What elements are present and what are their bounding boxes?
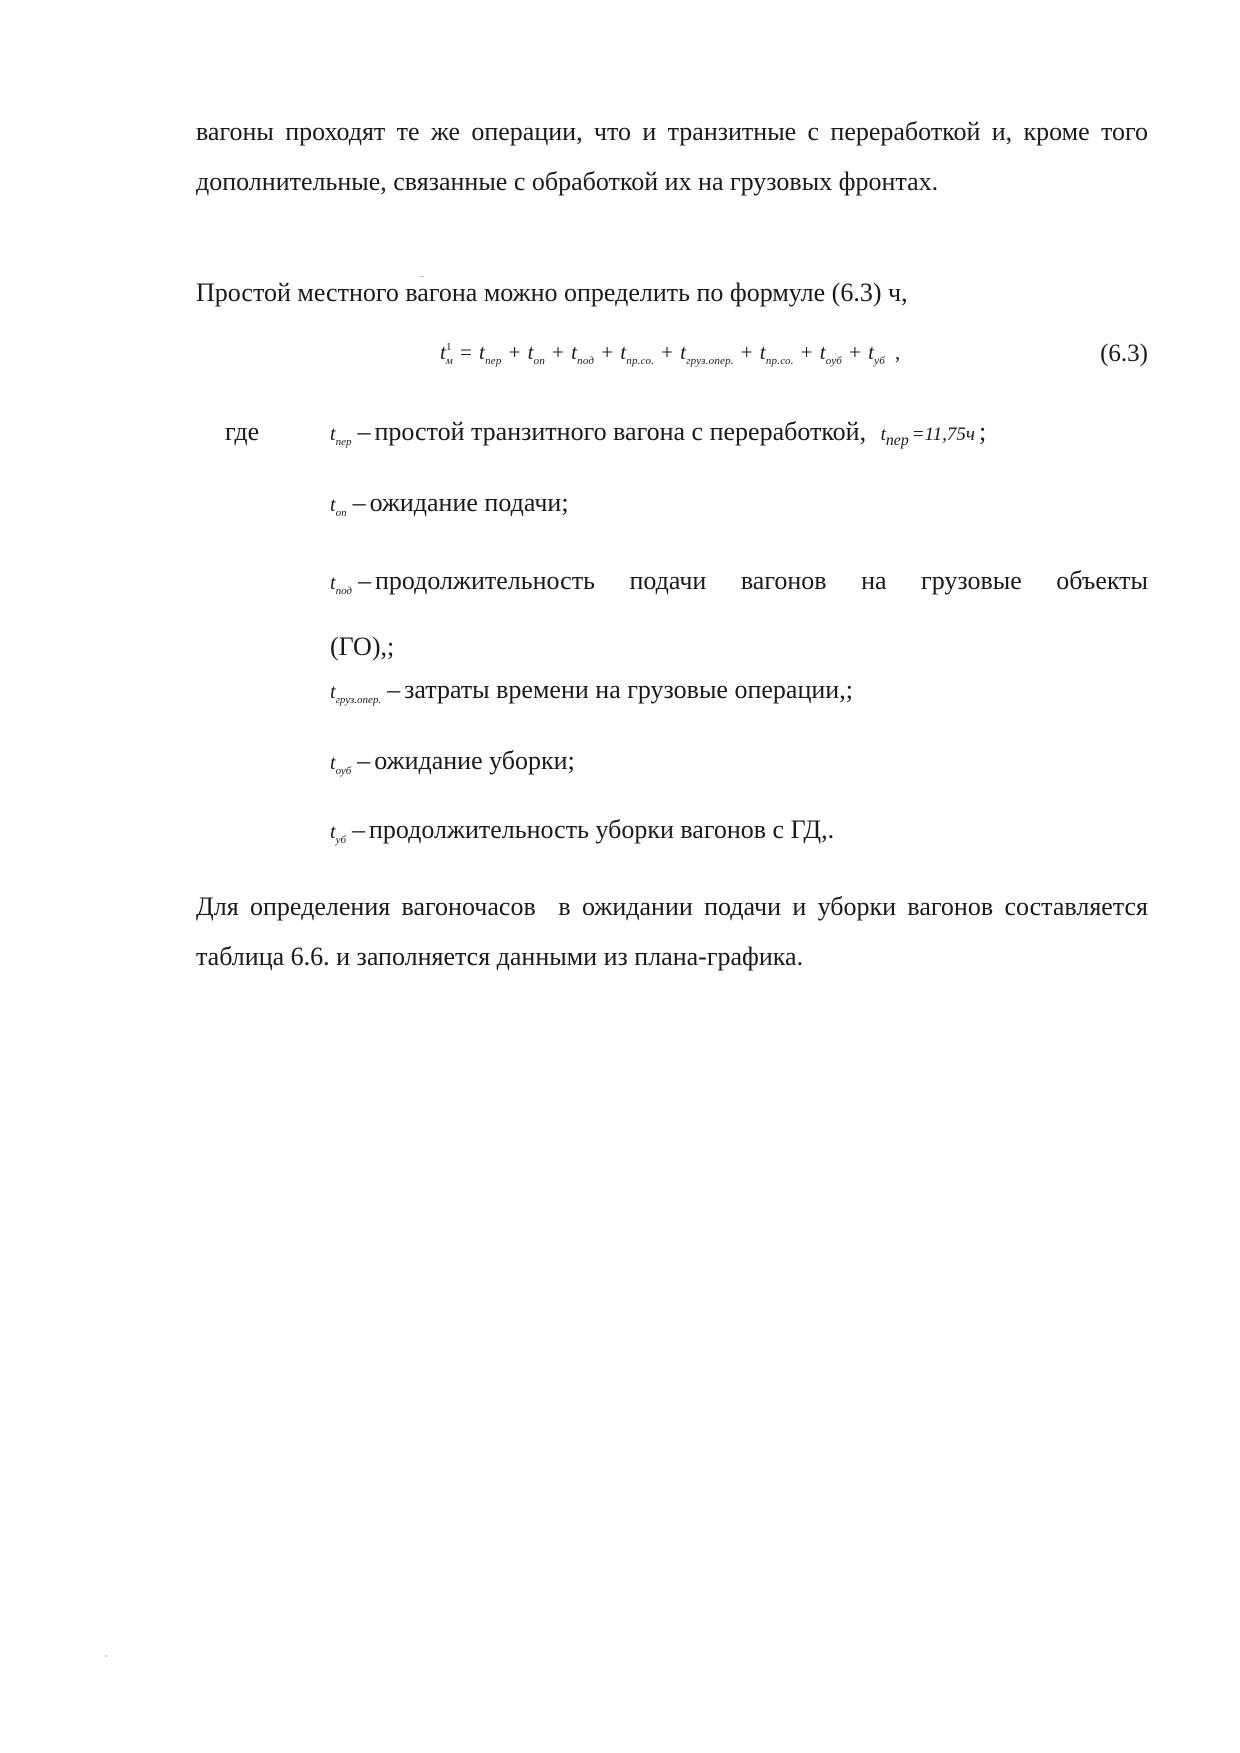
definition-variable: $t_{под}$	[330, 572, 352, 597]
formula-term: $t_{пр.со.}$	[759, 340, 794, 367]
equation-number: (6.3)	[1100, 340, 1148, 367]
formula-term: $t_{пр.со.}$	[620, 340, 655, 367]
definition-dash: –	[387, 675, 401, 704]
formula-term: $t_{оп}$	[527, 340, 546, 367]
definition-variable: $t_{оуб}$	[330, 752, 352, 777]
formula-term: $t_{уб}$	[868, 340, 885, 367]
closing-paragraph	[196, 882, 1155, 982]
formula-lhs: $t^1_м$	[440, 340, 453, 367]
definition-text: простой транзитного вагона с переработкой,	[374, 417, 867, 446]
definition-end: ;	[978, 417, 987, 446]
definition-text: затраты времени на грузовые операции,;	[404, 675, 853, 704]
formula-term: $t_{пер}$	[479, 340, 502, 367]
paragraph-text: Для определения вагоночасов в ожидании подачи и уборки вагонов составляется таблица 6.6. и заполняется данными из плана-графика.	[196, 892, 1155, 971]
formula-6-3	[440, 340, 900, 367]
definition-text: продолжительность уборки вагонов с ГД,.	[368, 815, 835, 844]
definition-dash: –	[357, 566, 371, 595]
formula-plus: +	[508, 340, 521, 364]
definition-dash: –	[352, 488, 366, 517]
definition-t-gruz-oper	[330, 675, 853, 706]
definition-text: ожидание уборки;	[374, 746, 575, 775]
definition-t-op	[330, 488, 569, 519]
formula-plus: +	[552, 340, 565, 364]
definition-value: $t_{пер} =11,75ч$	[880, 424, 975, 449]
formula-equals: =	[459, 340, 473, 364]
definition-text: продолжительность подачи вагонов на грузовые объекты	[374, 566, 1148, 595]
definition-dash: –	[357, 417, 371, 446]
definition-text: ожидание подачи;	[369, 488, 569, 517]
definition-dash: –	[351, 815, 365, 844]
formula-plus: +	[740, 340, 753, 364]
formula-plus: +	[849, 340, 862, 364]
where-label: где	[225, 417, 260, 446]
definition-dash: –	[357, 746, 371, 775]
definition-variable: $t_{оп}$	[330, 494, 347, 519]
definition-variable: $t_{пер}$	[330, 423, 352, 448]
definition-line-2: (ГО),;	[330, 632, 395, 661]
scan-speck	[105, 1655, 107, 1657]
formula-intro-text: Простой местного вагона можно определить по формуле (6.3) ч,	[196, 278, 908, 307]
formula-plus: +	[800, 340, 813, 364]
formula-term: $t_{груз.опер.}$	[680, 340, 734, 367]
definition-t-pod	[330, 556, 1148, 672]
definition-variable: $t_{уб}$	[330, 821, 346, 846]
definition-line-1	[330, 556, 1148, 616]
paragraph-text: вагоны проходят те же операции, что и транзитные с переработкой и, кроме того дополнительные, связанные с обработкой их на грузовых фронтах.	[196, 117, 1148, 196]
formula-comma: ,	[894, 340, 901, 364]
definition-t-ub	[330, 815, 834, 846]
formula-term: $t_{оуб}$	[819, 340, 843, 367]
formula-plus: +	[601, 340, 614, 364]
scan-mark	[420, 276, 424, 277]
formula-term: $t_{под}$	[571, 340, 595, 367]
definition-t-per	[330, 417, 986, 450]
paragraph-continuation	[196, 107, 1148, 207]
definition-variable: $t_{груз.опер.}$	[330, 681, 382, 706]
definition-t-oub	[330, 746, 575, 777]
formula-plus: +	[661, 340, 674, 364]
